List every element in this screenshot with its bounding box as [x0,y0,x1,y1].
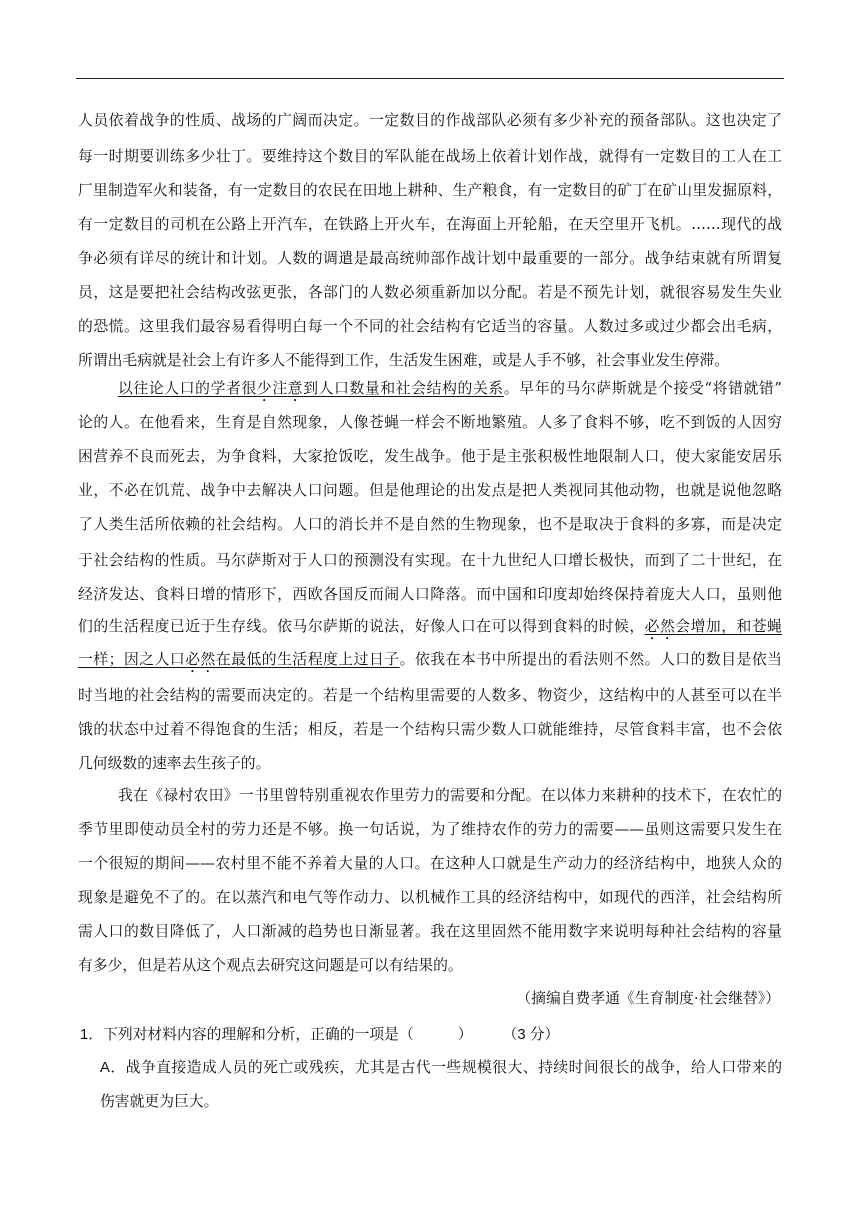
text-line: 我在《禄村农田》一书里曾特别重视农作里劳力的需要和分配。在以体力来耕种的技术下，在农忙的 [118,787,782,804]
text-line: 一样；因之人口必然在最低的生活程度上过日子。依我在本书中所提出的看法则不然。人口的数目是依当 [78,651,782,668]
underlined-phrase: 必然会增加，和苍蝇 [644,618,782,635]
text-line: 以往论人口的学者很少注意到人口数量和社会结构的关系。早年的马尔萨斯就是个接受“将错就错” [118,380,782,397]
text-line: 员，这是要把社会结构改弦更张，各部门的人数必须重新加以分配。若是不预先计划，就很容易发生失业 [78,284,782,301]
text-line: 季节里即使动员全村的劳力还是不够。换一句话说，为了维持农作的劳力的需要——虽则这需要只发生在 [78,821,782,838]
question-points: （3 分） [502,1027,560,1043]
text-line: 困营养不良而死去，为争食料，大家抢饭吃，发生战争。他于是主张积极性地限制人口，使大家能安居乐 [78,448,782,465]
text-line: 几何级数的速率去生孩子的。 [78,755,271,772]
question-stem: 1．下列对材料内容的理解和分析，正确的一项是（ ） （3 分） [80,1027,560,1043]
text-line: 需人口的数目降低了，人口渐减的趋势也日渐显著。我在这里固然不能用数字来说明每种社会结构的容量 [78,923,782,940]
text-line: 于社会结构的性质。马尔萨斯对于人口的预测没有实现。在十九世纪人口增长极快，而到了二十世纪，在 [78,552,782,569]
text-line: 所谓出毛病就是社会上有许多人不能得到工作，生活发生困难，或是人手不够，社会事业发生停滞。 [78,352,730,369]
text-line: 饿的状态中过着不得饱食的生活；相反，若是一个结构只需少数人口就能维持，尽管食料丰富，也不会依 [78,721,782,738]
text-line: 每一时期要训练多少壮丁。要维持这个数目的军队能在战场上依着计划作战，就得有一定数目的工人在工 [78,148,782,165]
text-line: 争必须有详尽的统计和计划。人数的调遣是最高统帅部作战计划中最重要的一部分。战争结束就有所谓复 [78,250,782,267]
underlined-phrase: 以往论人口的学者很少注意到人口数量和社会结构的关系 [118,380,504,397]
emphasis-dot-text: 少 [256,380,273,397]
emphasis-dot-text: 意 [287,380,304,397]
text-line: 有一定数目的司机在公路上开汽车，在铁路上开火车，在海面上开轮船，在天空里开飞机。……现代的战 [78,216,782,233]
header-rule [76,78,784,79]
text-line: 时当地的社会结构的需要而决定的。若是一个结构里需要的人数多、物资少，这结构中的人甚至可以在半 [78,687,782,704]
option-a-continued: 伤害就更为巨大。 [100,1094,219,1110]
text-line: 论的人。在他看来，生育是自然现象，人像苍蝇一样会不断地繁殖。人多了食料不够，吃不到饭的人因穷 [78,414,782,431]
text-line: 现象是避免不了的。在以蒸汽和电气等作动力、以机械作工具的经济结构中，如现代的西洋，社会结构所 [78,889,782,906]
text-line: 有多少，但是若从这个观点去研究这问题是可以有结果的。 [78,957,463,974]
source-citation: （摘编自费孝通《生育制度·社会继替》） [516,990,780,1007]
emphasis-dot-text: 必然 [644,618,676,635]
text-line: 了人类生活所依赖的社会结构。人口的消长并不是自然的生物现象，也不是取决于食料的多寡，而是决定 [78,516,782,533]
text-line: 一个很短的期间——农村里不能不养着大量的人口。在这种人口就是生产动力的经济结构中，地狭人众的 [78,855,782,872]
option-a: A．战争直接造成人员的死亡或残疾，尤其是古代一些规模很大、持续时间很长的战争，给人口带来的 [100,1060,782,1076]
text-line: 厂里制造军火和装备，有一定数目的农民在田地上耕种、生产粮食，有一定数目的矿丁在矿山里发掘原料， [78,182,782,199]
underlined-phrase: 一样；因之人口必然在最低的生活程度上过日子 [78,651,400,668]
text-line: 业，不必在饥荒、战争中去解决人口问题。但是他理论的出发点是把人类视同其他动物，也就是说他忽略 [78,482,782,499]
text-line: 们的生活程度已近于生存线。依马尔萨斯的说法，好像人口在可以得到食料的时候，必然会增加，和苍蝇 [78,618,782,635]
text-line: 的恐慌。这里我们最容易看得明白每一个不同的社会结构有它适当的容量。人数过多或过少都会出毛病， [78,318,782,335]
text-line: 经济发达、食料日增的情形下，西欧各国反而闹人口降落。而中国和印度却始终保持着庞大人口，虽则他 [78,586,782,603]
text-line: 人员依着战争的性质、战场的广阔而决定。一定数目的作战部队必须有多少补充的预备部队。这也决定了 [78,112,782,129]
emphasis-dot-text: 必然 [185,651,216,668]
